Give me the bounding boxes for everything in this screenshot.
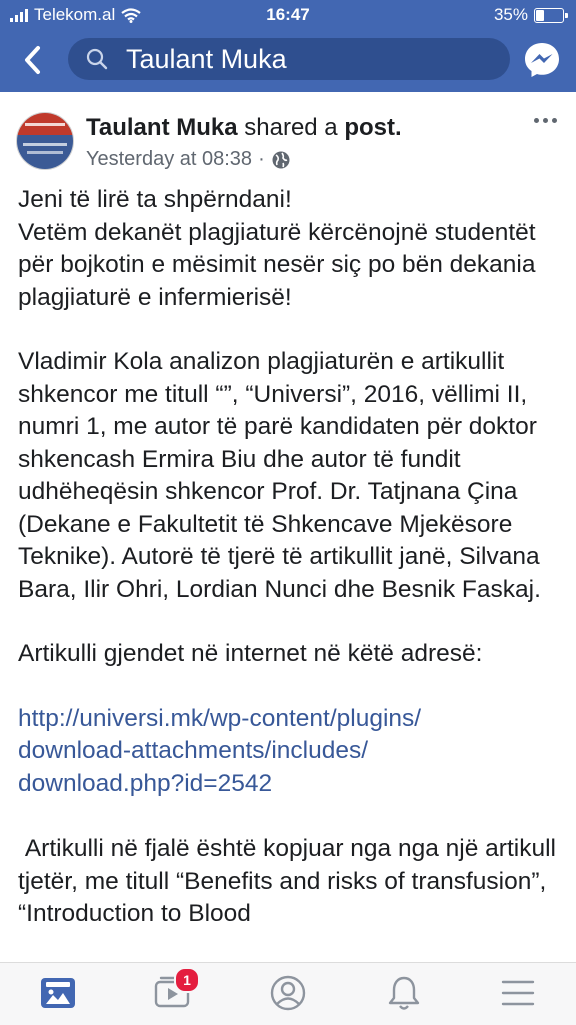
- avatar[interactable]: [16, 112, 74, 170]
- article-link[interactable]: [18, 703, 563, 801]
- author-name-link[interactable]: Taulant Muka: [86, 114, 238, 141]
- menu-icon[interactable]: [498, 973, 538, 1013]
- status-bar: [0, 0, 576, 30]
- link-line[interactable]: http://universi.mk/wp-content/plugins/: [18, 704, 422, 732]
- post-paragraph: Vladimir Kola analizon plagjiaturën e artikullit shkencor me titull “”, “Universi”, 2016, vëllimi II, numri 1, me autor të parë kandidaten për doktor shkencash Ermira Biu dhe autor të fundit udhëheqësin shkencor Prof. Dr. Tatjnana Çina (Dekane e Fakultetit të Shkencave Mjekësore Teknike). Autorë të tjerë të artikullit janë, Silvana Bara, Ilir Ohri, Lordian Nunci dhe Besnik Faskaj.: [18, 348, 541, 603]
- link-line[interactable]: download.php?id=2542: [18, 769, 273, 797]
- shared-action-text: shared a: [244, 114, 338, 141]
- profile-icon[interactable]: [268, 973, 308, 1013]
- back-arrow-icon[interactable]: [18, 42, 48, 78]
- post-timestamp[interactable]: Yesterday at 08:38: [86, 148, 253, 170]
- meta-separator: ·: [258, 148, 265, 170]
- more-options-icon[interactable]: [534, 118, 560, 128]
- notification-badge: 1: [174, 967, 200, 993]
- messenger-icon[interactable]: [522, 40, 562, 80]
- post-link[interactable]: post.: [344, 114, 402, 141]
- post-header: [0, 100, 576, 180]
- globe-icon: [271, 150, 291, 170]
- post-paragraph: Artikulli gjendet në internet në këtë adresë:: [18, 640, 483, 667]
- post-content: [18, 184, 563, 964]
- search-bar[interactable]: [68, 38, 510, 80]
- search-icon: [86, 48, 108, 70]
- bottom-tab-bar: [0, 962, 576, 1025]
- post-meta: [86, 148, 291, 171]
- post-paragraph: Jeni të lirë ta shpërndani! Vetëm dekanët plagjiaturë kërcënojnë studentët për bojkotin e mësimit nesër siç po bën dekania plagjiaturë e infermierisë!: [18, 186, 536, 311]
- post-paragraph: Artikulli në fjalë është kopjuar nga nga një artikull tjetër, me titull “Benefits and risks of transfusion”, “Introduction to Blood: [18, 835, 563, 927]
- battery-area: [494, 5, 564, 25]
- battery-icon: [534, 8, 564, 23]
- top-navigation-bar: [0, 0, 576, 92]
- carrier-name: Telekom.al: [34, 5, 116, 24]
- battery-percent: 35%: [493, 5, 528, 24]
- clock: 16:47: [266, 5, 310, 24]
- watch-tab[interactable]: [152, 973, 192, 1013]
- link-line[interactable]: download-attachments/includes/: [18, 737, 369, 764]
- news-feed-icon[interactable]: [38, 973, 78, 1013]
- post-headline: [86, 114, 402, 142]
- search-input[interactable]: [124, 43, 488, 76]
- notifications-bell-icon[interactable]: [384, 973, 424, 1013]
